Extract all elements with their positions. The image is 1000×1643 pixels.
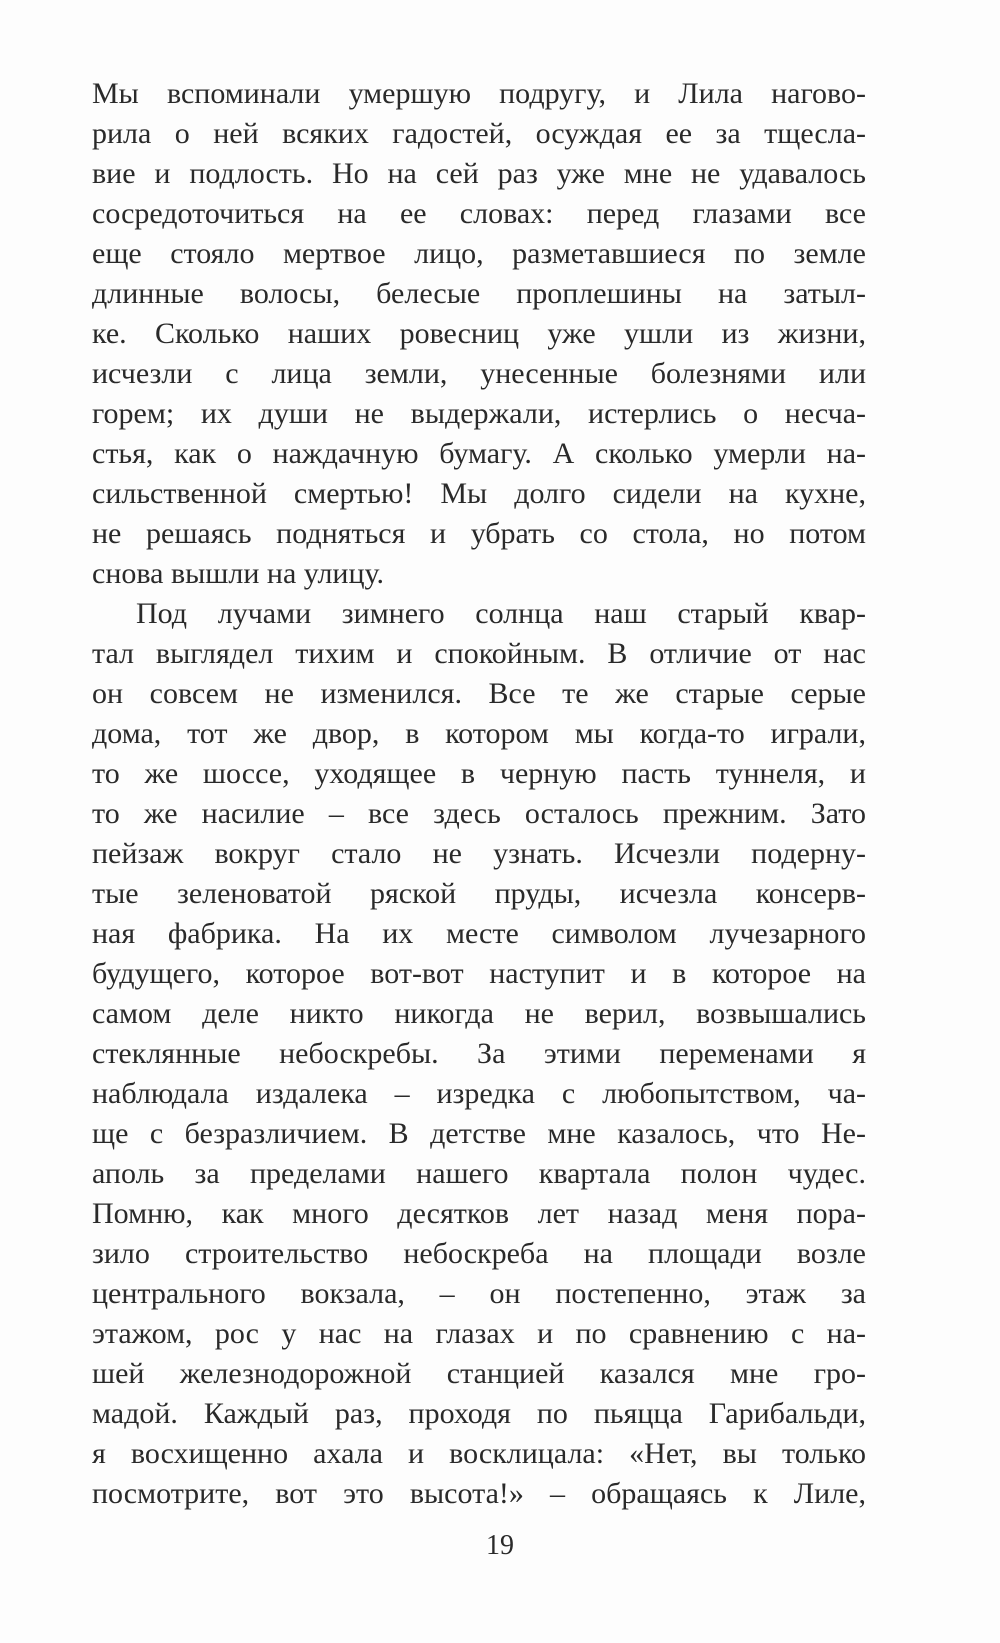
text-line: то же насилие – все здесь осталось прежним. Зато <box>92 797 866 830</box>
text-line: этажом, рос у нас на глазах и по сравнению с на- <box>92 1317 866 1350</box>
paragraph-2 <box>92 594 866 1514</box>
text-line: будущего, которое вот-вот наступит и в которое на <box>92 957 866 990</box>
text-line: то же шоссе, уходящее в черную пасть туннеля, и <box>92 757 866 790</box>
text-line: снова вышли на улицу. <box>92 557 385 590</box>
text-line: мадой. Каждый раз, проходя по пьяцца Гарибальди, <box>92 1397 866 1430</box>
text-line: стья, как о наждачную бумагу. А сколько умерли на- <box>92 437 866 470</box>
text-line: Мы вспоминали умершую подругу, и Лила нагово- <box>92 77 866 110</box>
text-line: исчезли с лица земли, унесенные болезнями или <box>92 357 866 390</box>
text-line: сосредоточиться на ее словах: перед глазами все <box>92 197 866 230</box>
page-number: 19 <box>486 1530 514 1561</box>
text-line: зило строительство небоскреба на площади возле <box>92 1237 866 1270</box>
text-line: аполь за пределами нашего квартала полон чудес. <box>92 1157 866 1190</box>
text-line: горем; их души не выдержали, истерлись о несча- <box>92 397 866 430</box>
text-line: самом деле никто никогда не верил, возвышались <box>92 997 866 1030</box>
text-line: посмотрите, вот это высота!» – обращаясь к Лиле, <box>92 1477 866 1510</box>
text-line: сильственной смертью! Мы долго сидели на кухне, <box>92 477 866 510</box>
text-line: он совсем не изменился. Все те же старые серые <box>92 677 866 710</box>
text-line: еще стояло мертвое лицо, разметавшиеся по земле <box>92 237 866 270</box>
text-line: шей железнодорожной станцией казался мне гро- <box>92 1357 866 1390</box>
text-line: не решаясь подняться и убрать со стола, но потом <box>92 517 866 550</box>
text-line: ще с безразличием. В детстве мне казалось, что Не- <box>92 1117 866 1150</box>
text-line: тал выглядел тихим и спокойным. В отличие от нас <box>92 637 866 670</box>
text-line: Помню, как много десятков лет назад меня пора- <box>92 1197 866 1230</box>
text-line: центрального вокзала, – он постепенно, этаж за <box>92 1277 866 1310</box>
text-line: ке. Сколько наших ровесниц уже ушли из жизни, <box>92 317 866 350</box>
text-line: тые зеленоватой ряской пруды, исчезла консерв- <box>92 877 866 910</box>
text-line: я восхищенно ахала и восклицала: «Нет, вы только <box>92 1437 866 1470</box>
text-line: дома, тот же двор, в котором мы когда-то играли, <box>92 717 866 750</box>
text-line: пейзаж вокруг стало не узнать. Исчезли подерну- <box>92 837 866 870</box>
text-line: длинные волосы, белесые проплешины на затыл- <box>92 277 866 310</box>
body-text <box>92 74 866 1514</box>
text-line: вие и подлость. Но на сей раз уже мне не удавалось <box>92 157 866 190</box>
text-line: Под лучами зимнего солнца наш старый квар- <box>136 597 866 630</box>
paragraph-1 <box>92 74 866 594</box>
text-line: рила о ней всяких гадостей, осуждая ее за тщесла- <box>92 117 866 150</box>
text-line: наблюдала издалека – изредка с любопытством, ча- <box>92 1077 866 1110</box>
text-line: стеклянные небоскребы. За этими переменами я <box>92 1037 866 1070</box>
text-line: ная фабрика. На их месте символом лучезарного <box>92 917 866 950</box>
